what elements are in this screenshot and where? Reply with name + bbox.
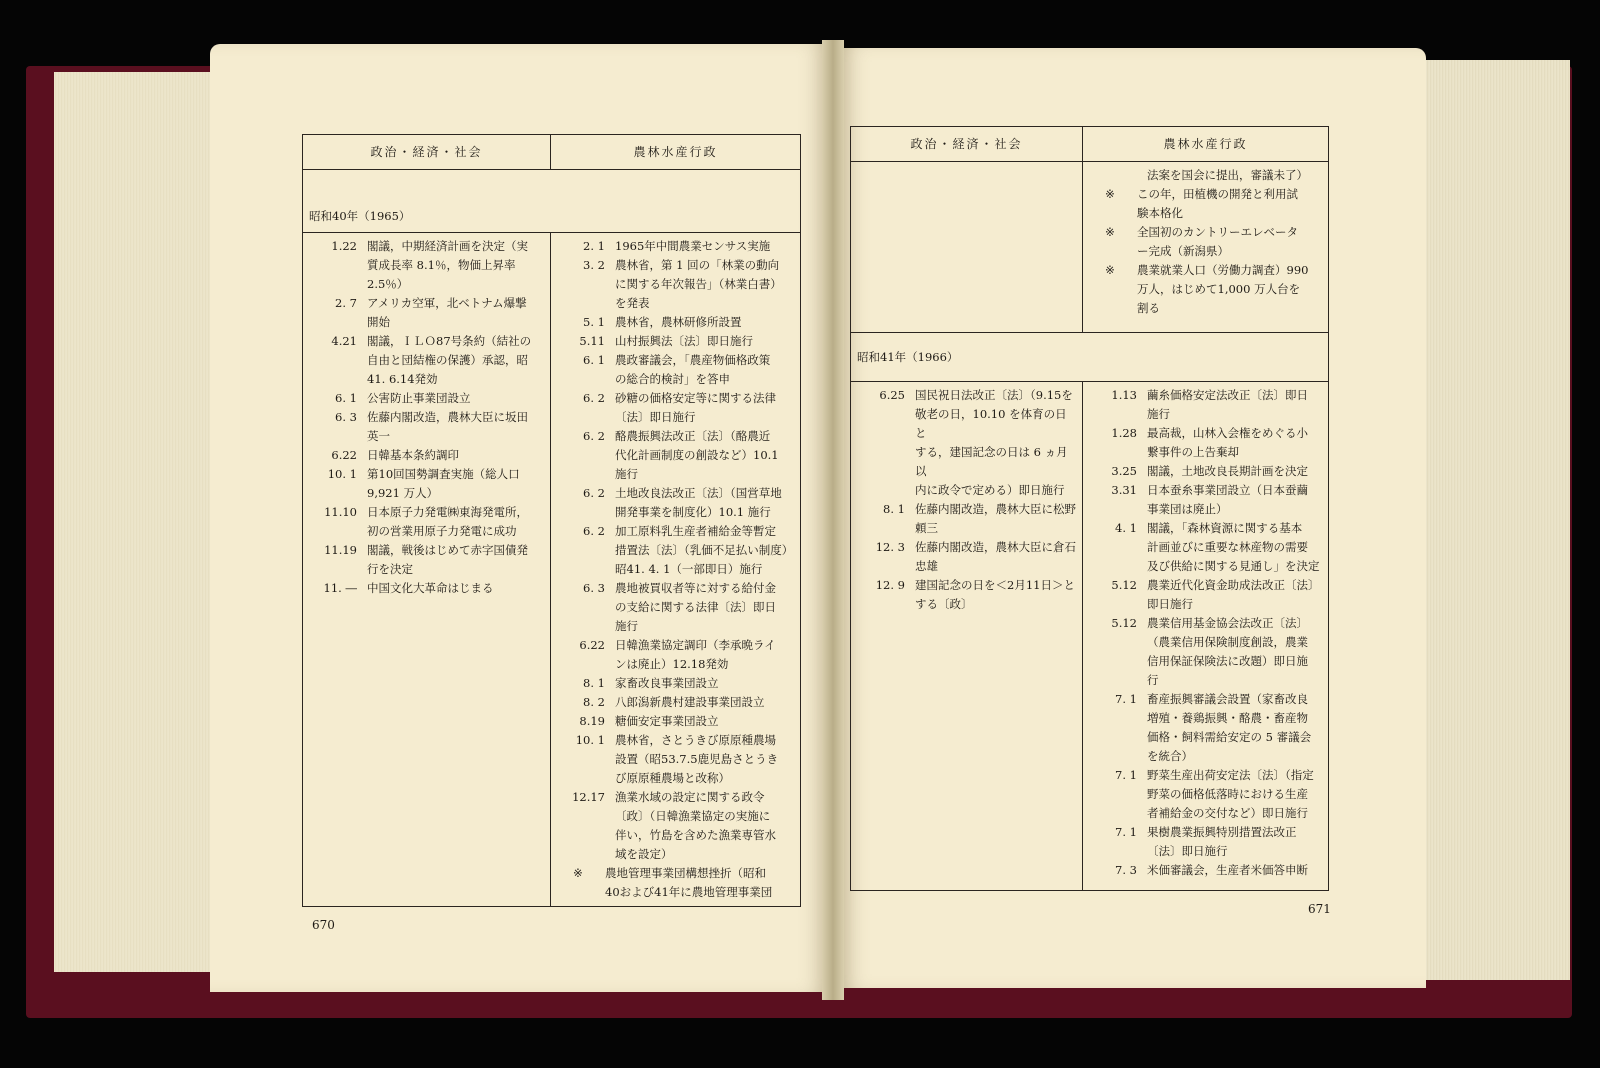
entry-text: 閣議，土地改良長期計画を決定 bbox=[1147, 464, 1308, 478]
entry-text: 農業信用基金協会法改正〔法〕 （農業信用保険制度創設，農業 信用保証保険法に改題）即日施 行 bbox=[1147, 616, 1308, 687]
entry-date: 6. 1 bbox=[335, 390, 357, 405]
entry-text: 閣議，ＩＬＯ87号条約（結社の 自由と団結権の保護）承認，昭 41. 6.14発効 bbox=[367, 333, 532, 386]
entry-text: 農林省，さとうきび原原種農場 設置（昭53.7.5鹿児島さとうき び原原種農場と改称） bbox=[615, 732, 779, 785]
entry-date: 12. 3 bbox=[875, 540, 905, 554]
page-number: 671 bbox=[1308, 902, 1331, 916]
chronology-entry bbox=[303, 541, 548, 579]
entry-text: 米価審議会，生産者米価答申断 bbox=[1147, 863, 1308, 877]
politics-header: 政治・経済・社会 bbox=[851, 127, 1083, 162]
agriculture-header: 農林水産行政 bbox=[1083, 127, 1329, 162]
entry-date: 8.19 bbox=[579, 713, 605, 728]
agriculture-header: 農林水産行政 bbox=[551, 135, 801, 170]
agriculture-column bbox=[551, 232, 801, 906]
book-gutter bbox=[822, 40, 844, 1000]
entry-date: 1.13 bbox=[1111, 388, 1137, 402]
entry-text: 農林省，農林研修所設置 bbox=[615, 314, 742, 329]
chronology-entry bbox=[551, 389, 798, 427]
chronology-entry bbox=[1083, 166, 1326, 185]
entry-date: 12. 9 bbox=[875, 578, 905, 592]
entry-date: ※ bbox=[1105, 225, 1115, 239]
entry-date: 7. 3 bbox=[1115, 863, 1137, 877]
entry-date: 10. 1 bbox=[327, 466, 357, 481]
entry-date: 5.12 bbox=[1111, 578, 1137, 592]
entry-date: 7. 1 bbox=[1115, 768, 1137, 782]
entry-text: 国民祝日法改正〔法〕（9.15を 敬老の日，10.10 を体育の日と する，建国記念の日は 6 ヵ月以 内に政令で定める）即日施行 bbox=[915, 388, 1073, 497]
chronology-entry bbox=[551, 522, 798, 579]
entry-date: 3. 2 bbox=[583, 257, 605, 272]
chronology-entry bbox=[551, 351, 798, 389]
chronology-entry bbox=[851, 386, 1080, 500]
politics-column bbox=[303, 232, 551, 906]
chronology-entry bbox=[303, 446, 548, 465]
chronology-entry bbox=[303, 332, 548, 389]
entry-text: 八郎潟新農村建設事業団設立 bbox=[615, 694, 765, 709]
page-number: 670 bbox=[312, 918, 335, 932]
entry-text: 糖価安定事業団設立 bbox=[615, 713, 719, 728]
chronology-entry bbox=[1083, 386, 1326, 424]
entry-date: 6. 2 bbox=[583, 428, 605, 443]
chronology-entry bbox=[303, 294, 548, 332]
entry-date: 11. ― bbox=[323, 580, 357, 595]
continued-agriculture-column bbox=[1083, 162, 1329, 333]
chronology-entry bbox=[1083, 861, 1326, 880]
page-edges-left bbox=[54, 72, 234, 972]
entry-date: 8. 1 bbox=[583, 675, 605, 690]
entry-date: 10. 1 bbox=[575, 732, 605, 747]
chronology-entry bbox=[1083, 614, 1326, 690]
chronology-entry bbox=[303, 408, 548, 446]
entry-date: 3.25 bbox=[1111, 464, 1137, 478]
entry-date: ※ bbox=[573, 865, 583, 880]
entry-text: 農地被買収者等に対する給付金 の支給に関する法律〔法〕即日 施行 bbox=[615, 580, 776, 633]
chronology-entry bbox=[851, 538, 1080, 576]
entry-date: 4.21 bbox=[331, 333, 357, 348]
entry-text: 佐藤内閣改造，農林大臣に松野 頼三 bbox=[915, 502, 1076, 535]
entry-text: 第10回国勢調査実施（総人口 9,921 万人） bbox=[367, 466, 520, 500]
entry-date: 6.22 bbox=[579, 637, 605, 652]
entry-date: 1.28 bbox=[1111, 426, 1137, 440]
chronology-entry bbox=[851, 500, 1080, 538]
entry-text: 土地改良法改正〔法〕（国営草地 開発事業を制度化）10.1 施行 bbox=[615, 485, 782, 519]
chronology-entry bbox=[551, 731, 798, 788]
chronology-entry bbox=[1083, 519, 1326, 576]
chronology-entry bbox=[551, 693, 798, 712]
entry-text: 日韓漁業協定調印（李承晩ライ ンは廃止）12.18発効 bbox=[615, 637, 776, 671]
entry-date: 3.31 bbox=[1111, 483, 1137, 497]
entry-text: 農業近代化資金助成法改正〔法〕 即日施行 bbox=[1147, 578, 1320, 611]
entry-date: 1.22 bbox=[331, 238, 357, 253]
chronology-entry bbox=[551, 427, 798, 484]
entry-date: 6. 3 bbox=[583, 580, 605, 595]
year-label: 昭和40年（1965） bbox=[303, 202, 801, 233]
entry-text: 中国文化大革命はじまる bbox=[367, 580, 494, 595]
entry-text: 繭糸価格安定法改正〔法〕即日 施行 bbox=[1147, 388, 1308, 421]
entry-text: 家畜改良事業団設立 bbox=[615, 675, 719, 690]
entry-text: この年，田植機の開発と利用試 験本格化 bbox=[1137, 187, 1298, 220]
chronology-entry bbox=[1083, 185, 1326, 223]
entry-date: 5.11 bbox=[579, 333, 605, 348]
entry-date bbox=[1083, 166, 1147, 185]
entry-date: 7. 1 bbox=[1115, 825, 1137, 839]
chronology-entry bbox=[551, 332, 798, 351]
politics-header: 政治・経済・社会 bbox=[303, 135, 551, 170]
chronology-entry bbox=[1083, 261, 1326, 318]
chronology-entry bbox=[1083, 766, 1326, 823]
entry-text: 山村振興法〔法〕即日施行 bbox=[615, 333, 753, 348]
entry-date: 8. 2 bbox=[583, 694, 605, 709]
entry-date: 5. 1 bbox=[583, 314, 605, 329]
entry-date: 12.17 bbox=[572, 789, 605, 804]
entry-text: 1965年中間農業センサス実施 bbox=[615, 238, 771, 253]
left-chronology-table bbox=[302, 134, 801, 907]
entry-date: 11.19 bbox=[324, 542, 357, 557]
entry-text: 佐藤内閣改造，農林大臣に坂田 英一 bbox=[367, 409, 528, 443]
chronology-entry bbox=[303, 465, 548, 503]
chronology-entry bbox=[851, 576, 1080, 614]
chronology-entry bbox=[303, 503, 548, 541]
entry-date: 6. 2 bbox=[583, 523, 605, 538]
entry-text: 農政審議会，「農産物価格政策 の総合的検討」を答申 bbox=[615, 352, 771, 386]
agriculture-column bbox=[1083, 382, 1329, 891]
entry-date: 2. 7 bbox=[335, 295, 357, 310]
entry-text: 農地管理事業団構想挫折（昭和 40および41年に農地管理事業団 bbox=[605, 865, 773, 899]
entry-text: 酪農振興法改正〔法〕（酪農近 代化計画制度の創設など）10.1 施行 bbox=[615, 428, 779, 481]
entry-date: 6.22 bbox=[331, 447, 357, 462]
entry-date: 4. 1 bbox=[1115, 521, 1137, 535]
entry-date: 6. 1 bbox=[583, 352, 605, 367]
entry-text: 日本蚕糸事業団設立（日本蚕繭 事業団は廃止） bbox=[1147, 483, 1308, 516]
entry-text: 農林省，第 1 回の「林業の動向 に関する年次報告」（林業白書） を発表 bbox=[615, 257, 782, 310]
entry-text: 日韓基本条約調印 bbox=[367, 447, 459, 462]
entry-text: 畜産振興審議会設置（家畜改良 増殖・養鶏振興・酪農・畜産物 価格・飼料需給安定の 5 審議会 を統合） bbox=[1147, 692, 1312, 763]
chronology-entry bbox=[551, 712, 798, 731]
chronology-entry bbox=[551, 237, 798, 256]
chronology-entry bbox=[303, 389, 548, 408]
entry-date: ※ bbox=[1105, 187, 1115, 201]
entry-text: 漁業水域の設定に関する政令 〔政〕（日韓漁業協定の実施に 伴い，竹島を含めた漁業専管水 域を設定） bbox=[615, 789, 776, 861]
entry-date: 6. 2 bbox=[583, 390, 605, 405]
chronology-entry bbox=[1083, 424, 1326, 462]
entry-text: 閣議，中期経済計画を決定（実 質成長率 8.1％，物価上昇率 2.5％） bbox=[367, 238, 528, 291]
entry-date: 8. 1 bbox=[883, 502, 905, 516]
chronology-entry bbox=[551, 788, 798, 864]
entry-text: 農業就業人口（労働力調査）990 万人，はじめて1,000 万人台を 割る bbox=[1137, 263, 1309, 315]
entry-date: 6. 2 bbox=[583, 485, 605, 500]
chronology-entry bbox=[1083, 576, 1326, 614]
chronology-entry bbox=[551, 256, 798, 313]
entry-date: 2. 1 bbox=[583, 238, 605, 253]
chronology-entry bbox=[551, 864, 798, 902]
chronology-entry bbox=[1083, 462, 1326, 481]
chronology-entry bbox=[551, 313, 798, 332]
entry-date: ※ bbox=[1105, 263, 1115, 277]
chronology-entry bbox=[551, 484, 798, 522]
chronology-entry bbox=[303, 579, 548, 598]
entry-date: 7. 1 bbox=[1115, 692, 1137, 706]
entry-text: 法案を国会に提出，審議未了） bbox=[1147, 168, 1308, 182]
right-chronology-table bbox=[850, 126, 1329, 891]
entry-text: 最高裁，山林入会権をめぐる小 繋事件の上告棄却 bbox=[1147, 426, 1308, 459]
chronology-entry bbox=[1083, 690, 1326, 766]
chronology-entry bbox=[551, 579, 798, 636]
entry-text: アメリカ空軍，北ベトナム爆撃 開始 bbox=[367, 295, 527, 329]
continued-politics-empty bbox=[851, 162, 1083, 333]
year-label: 昭和41年（1966） bbox=[851, 333, 1329, 382]
entry-text: 佐藤内閣改造，農林大臣に倉石 忠雄 bbox=[915, 540, 1076, 573]
entry-text: 野菜生産出荷安定法〔法〕（指定 野菜の価格低落時における生産 者補給金の交付など）即日施行 bbox=[1147, 768, 1314, 820]
entry-text: 閣議，戦後はじめて赤字国債発 行を決定 bbox=[367, 542, 528, 576]
chronology-entry bbox=[1083, 823, 1326, 861]
chronology-entry bbox=[303, 237, 548, 294]
entry-text: 加工原料乳生産者補給金等暫定 措置法〔法〕（乳価不足払い制度） 昭41. 4. 1（一部即日）施行 bbox=[615, 523, 794, 576]
entry-text: 砂糖の価格安定等に関する法律 〔法〕即日施行 bbox=[615, 390, 776, 424]
entry-text: 果樹農業振興特別措置法改正 〔法〕即日施行 bbox=[1147, 825, 1297, 858]
entry-text: 全国初のカントリーエレベータ ー完成（新潟県） bbox=[1137, 225, 1298, 258]
chronology-entry bbox=[551, 636, 798, 674]
entry-text: 日本原子力発電㈱東海発電所， 初の営業用原子力発電に成功 bbox=[367, 504, 528, 538]
entry-date: 6. 3 bbox=[335, 409, 357, 424]
entry-text: 建国記念の日を＜2月11日＞と する〔政〕 bbox=[915, 578, 1075, 611]
entry-text: 閣議，「森林資源に関する基本 計画並びに重要な林産物の需要 及び供給に関する見通し」を決定 bbox=[1147, 521, 1320, 573]
entry-text: 公害防止事業団設立 bbox=[367, 390, 471, 405]
page-edges-right bbox=[1420, 60, 1570, 980]
chronology-entry bbox=[1083, 481, 1326, 519]
chronology-entry bbox=[1083, 223, 1326, 261]
politics-column bbox=[851, 382, 1083, 891]
chronology-entry bbox=[551, 674, 798, 693]
entry-date: 6.25 bbox=[879, 388, 905, 402]
entry-date: 11.10 bbox=[324, 504, 357, 519]
entry-date: 5.12 bbox=[1111, 616, 1137, 630]
